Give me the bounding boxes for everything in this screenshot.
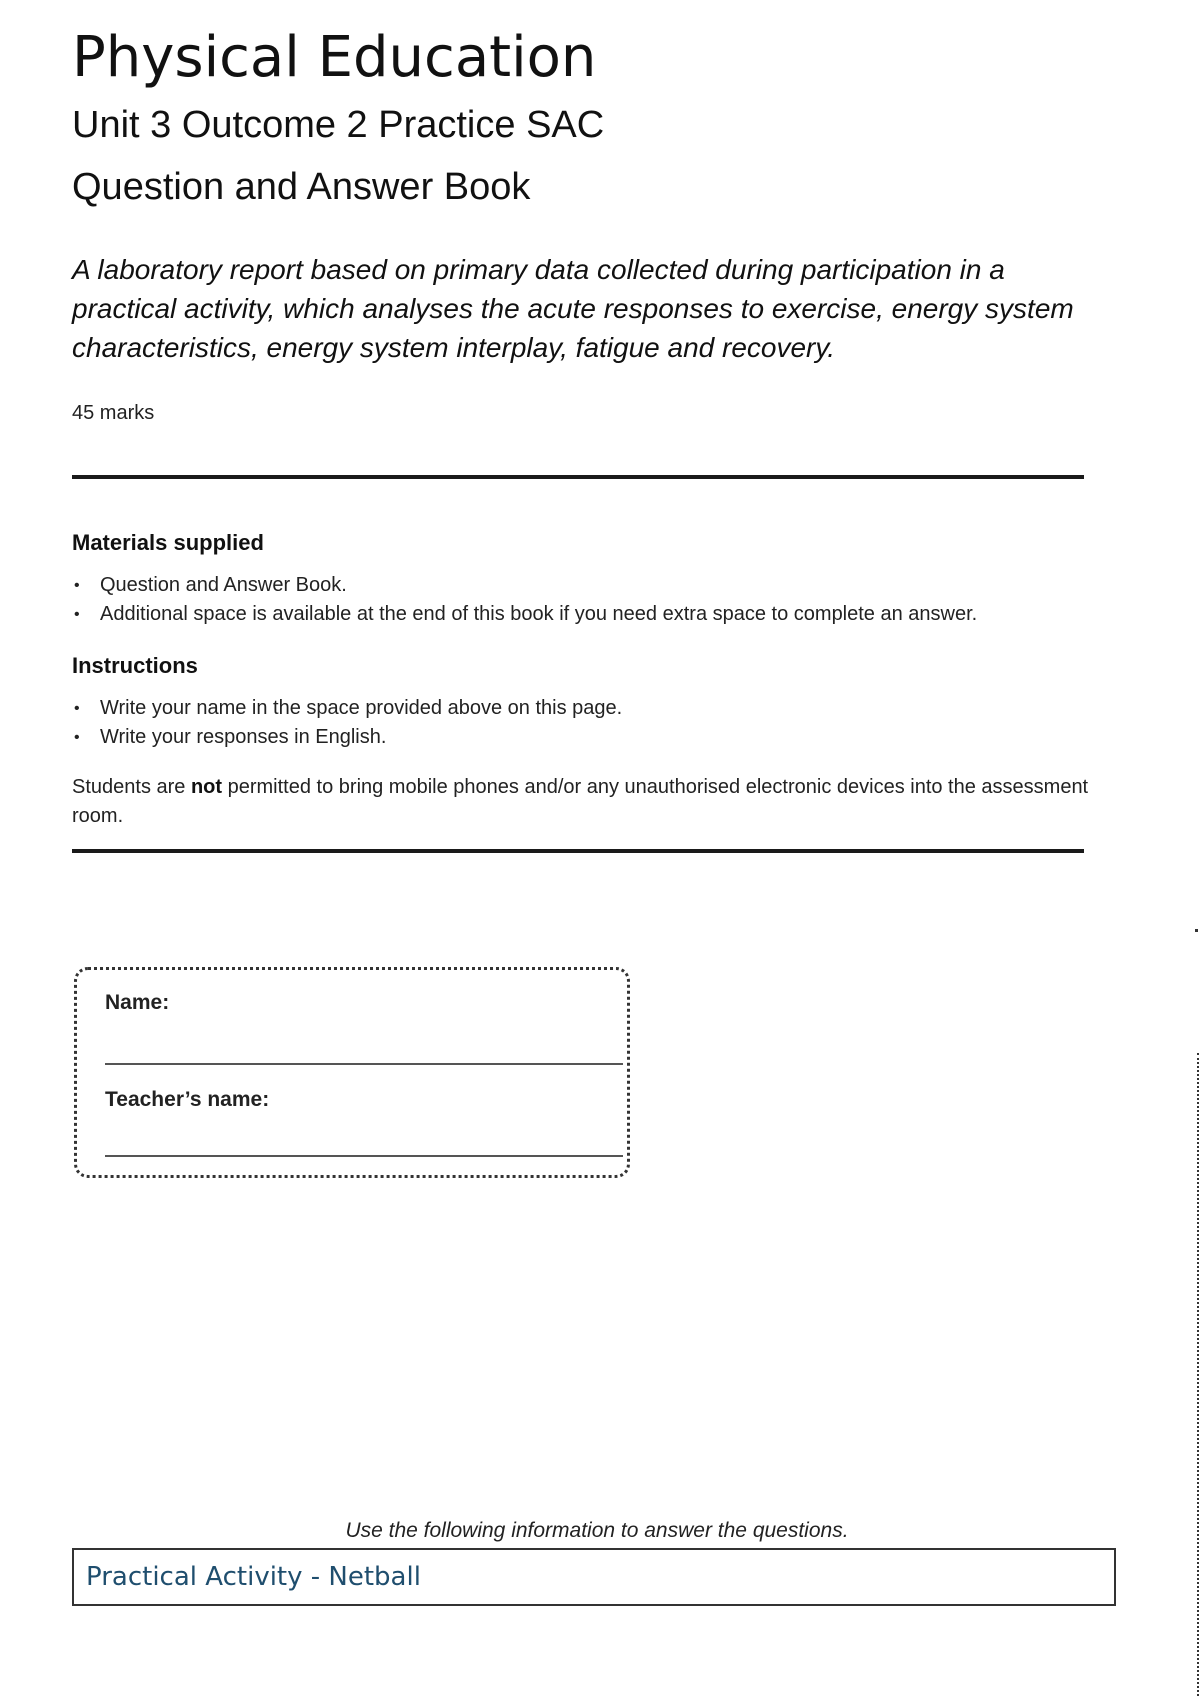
list-item-text: Question and Answer Book. xyxy=(100,574,347,596)
page-title: Physical Education xyxy=(72,25,597,90)
bullet-icon: • xyxy=(74,700,80,717)
activity-header-box xyxy=(72,1548,1116,1606)
divider-bottom xyxy=(72,849,1084,853)
bullet-icon: • xyxy=(74,729,80,746)
student-name-box xyxy=(74,967,630,1178)
list-item-text: Additional space is available at the end of this book if you need extra space to complete an answer. xyxy=(100,603,978,625)
list-item xyxy=(72,723,1112,752)
teacher-name-label: Teacher’s name: xyxy=(105,1088,270,1111)
materials-heading: Materials supplied xyxy=(72,530,264,555)
page-subtitle: Unit 3 Outcome 2 Practice SAC xyxy=(72,104,605,146)
teacher-name-field[interactable] xyxy=(105,1155,623,1157)
list-item xyxy=(72,600,1112,629)
info-note: Use the following information to answer the questions. xyxy=(345,1519,849,1542)
name-label: Name: xyxy=(105,991,170,1014)
list-item xyxy=(72,571,1112,600)
notice-emphasis: not xyxy=(190,776,223,798)
device-notice xyxy=(72,773,1092,831)
activity-title: Practical Activity - Netball xyxy=(86,1562,421,1592)
notice-text-before: Students are xyxy=(72,776,191,798)
bullet-icon: • xyxy=(74,606,80,623)
cut-line xyxy=(1197,1053,1199,1696)
task-description: A laboratory report based on primary data collected during participation in a practical activity, which analyses the acute responses to exercise, energy system characteristics, energy system interplay, fatigue and recovery. xyxy=(72,254,1074,363)
margin-mark xyxy=(1195,929,1198,932)
divider-top xyxy=(72,475,1084,479)
instructions-list xyxy=(72,694,1112,752)
materials-list xyxy=(72,571,1112,629)
list-item-text: Write your responses in English. xyxy=(100,726,387,748)
instructions-heading: Instructions xyxy=(72,653,198,678)
marks-total: 45 marks xyxy=(72,402,155,424)
bullet-icon: • xyxy=(74,577,80,594)
name-field[interactable] xyxy=(105,1063,623,1065)
list-item xyxy=(72,694,1112,723)
notice-text-after: permitted to bring mobile phones and/or any unauthorised electronic devices into the assessment room. xyxy=(72,776,1089,827)
book-type: Question and Answer Book xyxy=(72,166,531,208)
list-item-text: Write your name in the space provided above on this page. xyxy=(100,697,623,719)
